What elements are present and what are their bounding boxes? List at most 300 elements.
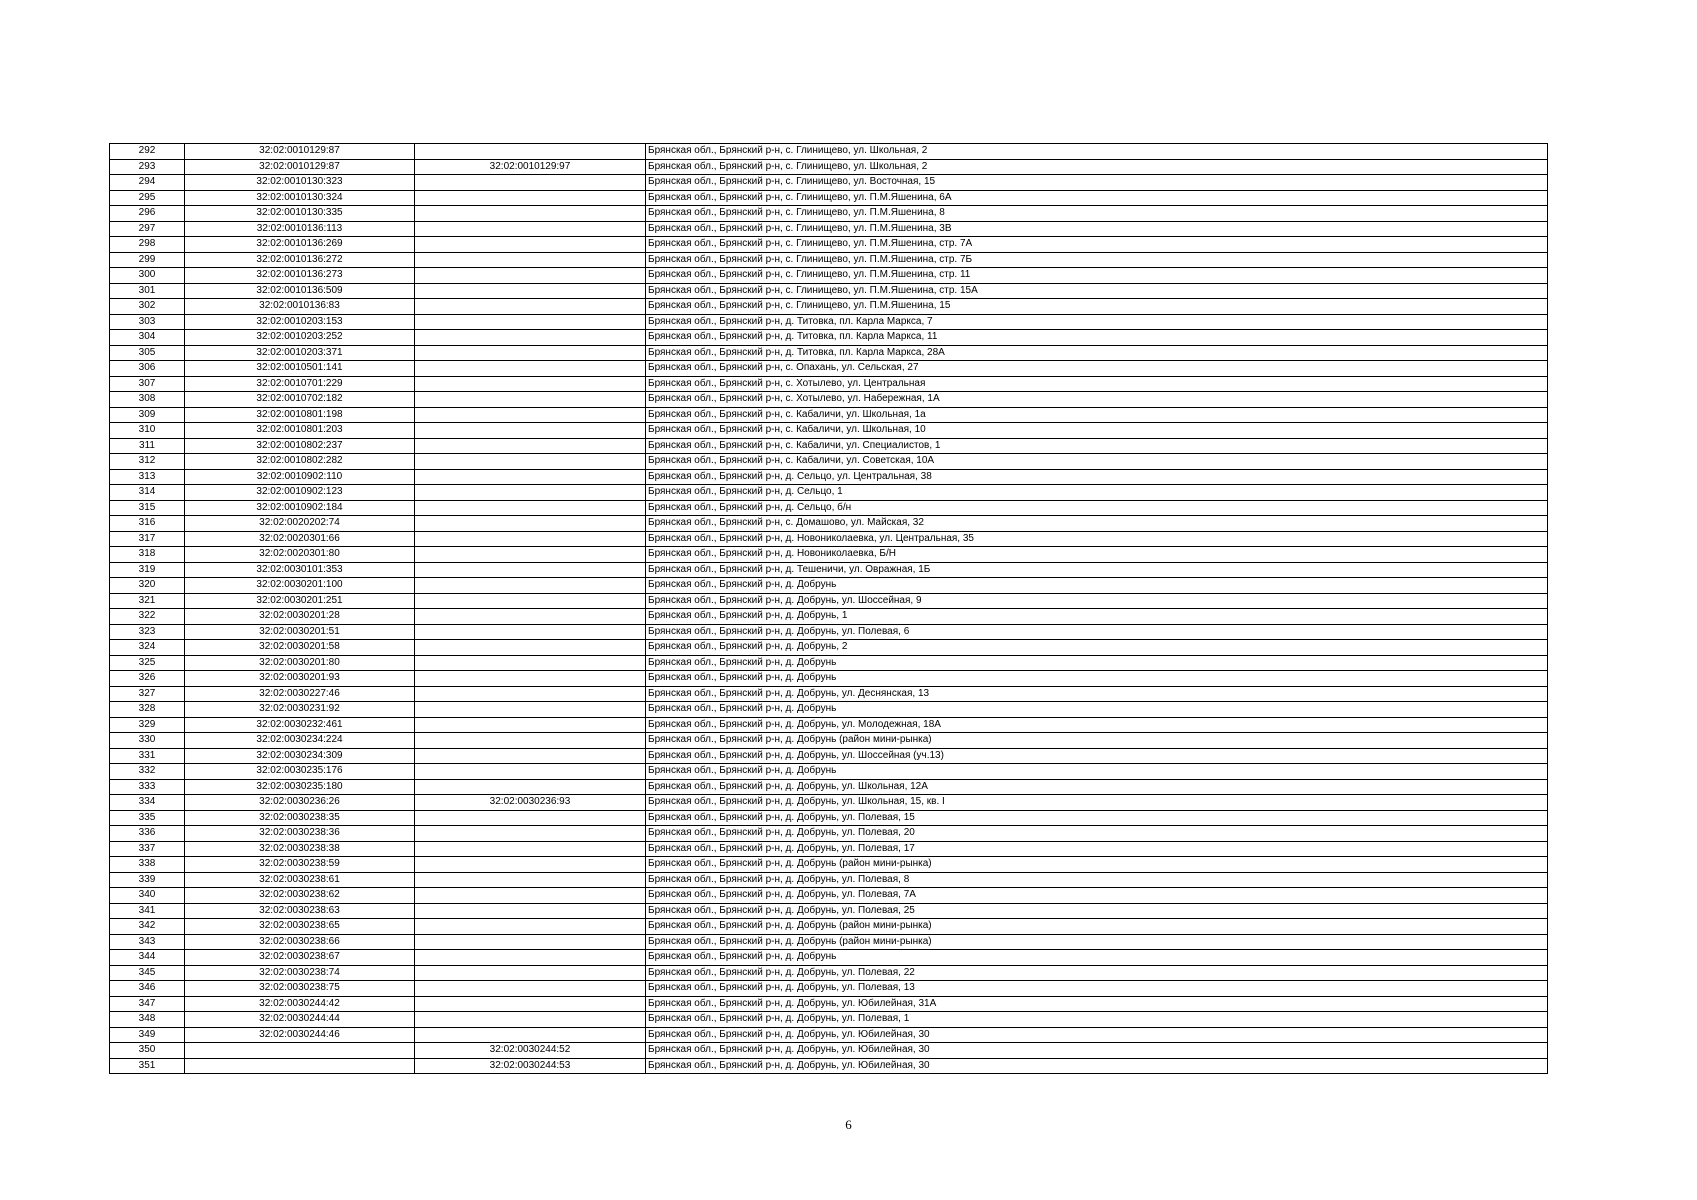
related-cadastral-number-cell bbox=[415, 268, 646, 284]
table-row bbox=[110, 159, 1548, 175]
address-cell: Брянская обл., Брянский р-н, д. Добрунь, ул. Юбилейная, 30 bbox=[646, 1058, 1548, 1074]
address-cell: Брянская обл., Брянский р-н, с. Кабаличи, ул. Специалистов, 1 bbox=[646, 438, 1548, 454]
related-cadastral-number-cell bbox=[415, 764, 646, 780]
cadastral-number-cell: 32:02:0030232:461 bbox=[185, 717, 415, 733]
cadastral-number-cell: 32:02:0010501:141 bbox=[185, 361, 415, 377]
address-cell: Брянская обл., Брянский р-н, д. Титовка, пл. Карла Маркса, 7 bbox=[646, 314, 1548, 330]
table-row bbox=[110, 175, 1548, 191]
address-cell: Брянская обл., Брянский р-н, д. Добрунь, ул. Полевая, 17 bbox=[646, 841, 1548, 857]
cadastral-number-cell: 32:02:0030238:36 bbox=[185, 826, 415, 842]
row-number-cell: 344 bbox=[110, 950, 185, 966]
address-cell: Брянская обл., Брянский р-н, д. Добрунь, ул. Школьная, 15, кв. I bbox=[646, 795, 1548, 811]
cadastral-number-cell: 32:02:0030234:309 bbox=[185, 748, 415, 764]
table-row bbox=[110, 237, 1548, 253]
cadastral-number-cell: 32:02:0030238:65 bbox=[185, 919, 415, 935]
cadastral-number-cell: 32:02:0030235:180 bbox=[185, 779, 415, 795]
related-cadastral-number-cell bbox=[415, 1027, 646, 1043]
row-number-cell: 327 bbox=[110, 686, 185, 702]
row-number-cell: 336 bbox=[110, 826, 185, 842]
related-cadastral-number-cell bbox=[415, 857, 646, 873]
cadastral-number-cell: 32:02:0010802:237 bbox=[185, 438, 415, 454]
cadastral-number-cell: 32:02:0030244:46 bbox=[185, 1027, 415, 1043]
row-number-cell: 346 bbox=[110, 981, 185, 997]
table-row bbox=[110, 609, 1548, 625]
cadastral-number-cell: 32:02:0030238:35 bbox=[185, 810, 415, 826]
row-number-cell: 314 bbox=[110, 485, 185, 501]
cadastral-number-cell: 32:02:0010802:282 bbox=[185, 454, 415, 470]
related-cadastral-number-cell bbox=[415, 407, 646, 423]
related-cadastral-number-cell bbox=[415, 733, 646, 749]
address-cell: Брянская обл., Брянский р-н, д. Добрунь (район мини-рынка) bbox=[646, 934, 1548, 950]
row-number-cell: 324 bbox=[110, 640, 185, 656]
cadastral-number-cell: 32:02:0020301:80 bbox=[185, 547, 415, 563]
related-cadastral-number-cell bbox=[415, 810, 646, 826]
cadastral-number-cell: 32:02:0030201:93 bbox=[185, 671, 415, 687]
row-number-cell: 321 bbox=[110, 593, 185, 609]
cadastral-number-cell: 32:02:0010902:123 bbox=[185, 485, 415, 501]
row-number-cell: 341 bbox=[110, 903, 185, 919]
related-cadastral-number-cell bbox=[415, 469, 646, 485]
row-number-cell: 334 bbox=[110, 795, 185, 811]
cadastral-number-cell: 32:02:0010203:252 bbox=[185, 330, 415, 346]
table-row bbox=[110, 934, 1548, 950]
related-cadastral-number-cell bbox=[415, 299, 646, 315]
row-number-cell: 349 bbox=[110, 1027, 185, 1043]
related-cadastral-number-cell bbox=[415, 438, 646, 454]
row-number-cell: 297 bbox=[110, 221, 185, 237]
related-cadastral-number-cell bbox=[415, 965, 646, 981]
cadastral-number-cell: 32:02:0030201:28 bbox=[185, 609, 415, 625]
table-row bbox=[110, 702, 1548, 718]
row-number-cell: 332 bbox=[110, 764, 185, 780]
address-cell: Брянская обл., Брянский р-н, с. Глинищево, ул. П.М.Яшенина, стр. 7А bbox=[646, 237, 1548, 253]
cadastral-number-cell: 32:02:0030236:26 bbox=[185, 795, 415, 811]
table-row bbox=[110, 686, 1548, 702]
row-number-cell: 329 bbox=[110, 717, 185, 733]
address-cell: Брянская обл., Брянский р-н, д. Добрунь, ул. Полевая, 25 bbox=[646, 903, 1548, 919]
address-cell: Брянская обл., Брянский р-н, д. Добрунь, ул. Полевая, 20 bbox=[646, 826, 1548, 842]
address-cell: Брянская обл., Брянский р-н, д. Титовка, пл. Карла Маркса, 11 bbox=[646, 330, 1548, 346]
table-row bbox=[110, 252, 1548, 268]
row-number-cell: 350 bbox=[110, 1043, 185, 1059]
related-cadastral-number-cell bbox=[415, 593, 646, 609]
row-number-cell: 322 bbox=[110, 609, 185, 625]
cadastral-number-cell: 32:02:0010801:203 bbox=[185, 423, 415, 439]
address-cell: Брянская обл., Брянский р-н, с. Домашово, ул. Майская, 32 bbox=[646, 516, 1548, 532]
address-cell: Брянская обл., Брянский р-н, д. Добрунь bbox=[646, 671, 1548, 687]
related-cadastral-number-cell bbox=[415, 934, 646, 950]
address-cell: Брянская обл., Брянский р-н, с. Глинищево, ул. П.М.Яшенина, стр. 11 bbox=[646, 268, 1548, 284]
row-number-cell: 316 bbox=[110, 516, 185, 532]
related-cadastral-number-cell bbox=[415, 888, 646, 904]
cadastral-number-cell: 32:02:0030101:353 bbox=[185, 562, 415, 578]
cadastral-number-cell: 32:02:0010203:153 bbox=[185, 314, 415, 330]
table-row bbox=[110, 1058, 1548, 1074]
cadastral-table bbox=[109, 143, 1548, 1074]
table-row bbox=[110, 919, 1548, 935]
row-number-cell: 315 bbox=[110, 500, 185, 516]
row-number-cell: 299 bbox=[110, 252, 185, 268]
row-number-cell: 347 bbox=[110, 996, 185, 1012]
row-number-cell: 310 bbox=[110, 423, 185, 439]
related-cadastral-number-cell bbox=[415, 779, 646, 795]
cadastral-number-cell: 32:02:0020301:66 bbox=[185, 531, 415, 547]
row-number-cell: 339 bbox=[110, 872, 185, 888]
related-cadastral-number-cell: 32:02:0030244:52 bbox=[415, 1043, 646, 1059]
table-row bbox=[110, 268, 1548, 284]
row-number-cell: 345 bbox=[110, 965, 185, 981]
cadastral-number-cell: 32:02:0010129:87 bbox=[185, 159, 415, 175]
cadastral-number-cell: 32:02:0030238:67 bbox=[185, 950, 415, 966]
address-cell: Брянская обл., Брянский р-н, д. Добрунь bbox=[646, 655, 1548, 671]
address-cell: Брянская обл., Брянский р-н, с. Глинищево, ул. П.М.Яшенина, 8 bbox=[646, 206, 1548, 222]
cadastral-number-cell: 32:02:0030227:46 bbox=[185, 686, 415, 702]
cadastral-number-cell: 32:02:0030238:59 bbox=[185, 857, 415, 873]
row-number-cell: 331 bbox=[110, 748, 185, 764]
row-number-cell: 303 bbox=[110, 314, 185, 330]
row-number-cell: 301 bbox=[110, 283, 185, 299]
row-number-cell: 338 bbox=[110, 857, 185, 873]
table-row bbox=[110, 423, 1548, 439]
row-number-cell: 348 bbox=[110, 1012, 185, 1028]
row-number-cell: 293 bbox=[110, 159, 185, 175]
row-number-cell: 295 bbox=[110, 190, 185, 206]
table-row bbox=[110, 640, 1548, 656]
related-cadastral-number-cell bbox=[415, 330, 646, 346]
related-cadastral-number-cell bbox=[415, 624, 646, 640]
related-cadastral-number-cell bbox=[415, 392, 646, 408]
related-cadastral-number-cell bbox=[415, 547, 646, 563]
row-number-cell: 292 bbox=[110, 144, 185, 160]
table-row bbox=[110, 283, 1548, 299]
address-cell: Брянская обл., Брянский р-н, д. Добрунь, ул. Юбилейная, 31А bbox=[646, 996, 1548, 1012]
table-row bbox=[110, 779, 1548, 795]
address-cell: Брянская обл., Брянский р-н, с. Кабаличи, ул. Школьная, 1а bbox=[646, 407, 1548, 423]
table-row bbox=[110, 903, 1548, 919]
table-row bbox=[110, 516, 1548, 532]
related-cadastral-number-cell bbox=[415, 531, 646, 547]
row-number-cell: 326 bbox=[110, 671, 185, 687]
table-row bbox=[110, 454, 1548, 470]
table-row bbox=[110, 1012, 1548, 1028]
table-row bbox=[110, 764, 1548, 780]
table-row bbox=[110, 624, 1548, 640]
table-row bbox=[110, 485, 1548, 501]
related-cadastral-number-cell bbox=[415, 345, 646, 361]
address-cell: Брянская обл., Брянский р-н, с. Глинищево, ул. Школьная, 2 bbox=[646, 159, 1548, 175]
cadastral-number-cell: 32:02:0010130:323 bbox=[185, 175, 415, 191]
table-row bbox=[110, 206, 1548, 222]
table-row bbox=[110, 376, 1548, 392]
related-cadastral-number-cell bbox=[415, 717, 646, 733]
related-cadastral-number-cell bbox=[415, 190, 646, 206]
table-row bbox=[110, 795, 1548, 811]
related-cadastral-number-cell bbox=[415, 826, 646, 842]
table-row bbox=[110, 841, 1548, 857]
cadastral-number-cell: 32:02:0010129:87 bbox=[185, 144, 415, 160]
cadastral-number-cell: 32:02:0030235:176 bbox=[185, 764, 415, 780]
related-cadastral-number-cell bbox=[415, 702, 646, 718]
address-cell: Брянская обл., Брянский р-н, д. Добрунь (район мини-рынка) bbox=[646, 919, 1548, 935]
row-number-cell: 296 bbox=[110, 206, 185, 222]
row-number-cell: 317 bbox=[110, 531, 185, 547]
cadastral-number-cell bbox=[185, 1043, 415, 1059]
cadastral-number-cell: 32:02:0030244:44 bbox=[185, 1012, 415, 1028]
table-row bbox=[110, 314, 1548, 330]
related-cadastral-number-cell: 32:02:0030236:93 bbox=[415, 795, 646, 811]
address-cell: Брянская обл., Брянский р-н, с. Глинищево, ул. Восточная, 15 bbox=[646, 175, 1548, 191]
table-row bbox=[110, 593, 1548, 609]
related-cadastral-number-cell bbox=[415, 454, 646, 470]
related-cadastral-number-cell bbox=[415, 144, 646, 160]
table-row bbox=[110, 407, 1548, 423]
row-number-cell: 307 bbox=[110, 376, 185, 392]
address-cell: Брянская обл., Брянский р-н, д. Добрунь, ул. Шоссейная, 9 bbox=[646, 593, 1548, 609]
address-cell: Брянская обл., Брянский р-н, д. Добрунь bbox=[646, 764, 1548, 780]
address-cell: Брянская обл., Брянский р-н, с. Глинищево, ул. П.М.Яшенина, стр. 15А bbox=[646, 283, 1548, 299]
related-cadastral-number-cell bbox=[415, 376, 646, 392]
address-cell: Брянская обл., Брянский р-н, д. Добрунь bbox=[646, 578, 1548, 594]
address-cell: Брянская обл., Брянский р-н, д. Тешеничи, ул. Овражная, 1Б bbox=[646, 562, 1548, 578]
row-number-cell: 313 bbox=[110, 469, 185, 485]
row-number-cell: 320 bbox=[110, 578, 185, 594]
address-cell: Брянская обл., Брянский р-н, с. Глинищево, ул. П.М.Яшенина, 3В bbox=[646, 221, 1548, 237]
address-cell: Брянская обл., Брянский р-н, с. Кабаличи, ул. Школьная, 10 bbox=[646, 423, 1548, 439]
address-cell: Брянская обл., Брянский р-н, д. Титовка, пл. Карла Маркса, 28А bbox=[646, 345, 1548, 361]
table-row bbox=[110, 578, 1548, 594]
cadastral-number-cell: 32:02:0030238:63 bbox=[185, 903, 415, 919]
row-number-cell: 304 bbox=[110, 330, 185, 346]
row-number-cell: 351 bbox=[110, 1058, 185, 1074]
row-number-cell: 337 bbox=[110, 841, 185, 857]
address-cell: Брянская обл., Брянский р-н, д. Добрунь, 1 bbox=[646, 609, 1548, 625]
address-cell: Брянская обл., Брянский р-н, д. Добрунь, 2 bbox=[646, 640, 1548, 656]
table-row bbox=[110, 299, 1548, 315]
table-row bbox=[110, 547, 1548, 563]
related-cadastral-number-cell: 32:02:0010129:97 bbox=[415, 159, 646, 175]
cadastral-number-cell: 32:02:0030238:75 bbox=[185, 981, 415, 997]
row-number-cell: 306 bbox=[110, 361, 185, 377]
table-row bbox=[110, 361, 1548, 377]
address-cell: Брянская обл., Брянский р-н, д. Добрунь, ул. Полевая, 22 bbox=[646, 965, 1548, 981]
table-row bbox=[110, 826, 1548, 842]
related-cadastral-number-cell bbox=[415, 206, 646, 222]
table-row bbox=[110, 531, 1548, 547]
cadastral-number-cell: 32:02:0030238:38 bbox=[185, 841, 415, 857]
cadastral-number-cell: 32:02:0030234:224 bbox=[185, 733, 415, 749]
address-cell: Брянская обл., Брянский р-н, д. Добрунь, ул. Полевая, 6 bbox=[646, 624, 1548, 640]
address-cell: Брянская обл., Брянский р-н, с. Глинищево, ул. П.М.Яшенина, стр. 7Б bbox=[646, 252, 1548, 268]
related-cadastral-number-cell bbox=[415, 903, 646, 919]
address-cell: Брянская обл., Брянский р-н, с. Хотылево, ул. Центральная bbox=[646, 376, 1548, 392]
table-row bbox=[110, 438, 1548, 454]
related-cadastral-number-cell bbox=[415, 516, 646, 532]
row-number-cell: 298 bbox=[110, 237, 185, 253]
table-row bbox=[110, 733, 1548, 749]
address-cell: Брянская обл., Брянский р-н, д. Добрунь, ул. Молодежная, 18А bbox=[646, 717, 1548, 733]
table-row bbox=[110, 717, 1548, 733]
address-cell: Брянская обл., Брянский р-н, д. Добрунь bbox=[646, 702, 1548, 718]
row-number-cell: 308 bbox=[110, 392, 185, 408]
table-row bbox=[110, 144, 1548, 160]
row-number-cell: 305 bbox=[110, 345, 185, 361]
cadastral-number-cell: 32:02:0010701:229 bbox=[185, 376, 415, 392]
table-row bbox=[110, 469, 1548, 485]
address-cell: Брянская обл., Брянский р-н, д. Добрунь, ул. Юбилейная, 30 bbox=[646, 1027, 1548, 1043]
row-number-cell: 323 bbox=[110, 624, 185, 640]
cadastral-number-cell: 32:02:0010136:272 bbox=[185, 252, 415, 268]
related-cadastral-number-cell bbox=[415, 1012, 646, 1028]
address-cell: Брянская обл., Брянский р-н, д. Добрунь, ул. Школьная, 12А bbox=[646, 779, 1548, 795]
address-cell: Брянская обл., Брянский р-н, с. Кабаличи, ул. Советская, 10А bbox=[646, 454, 1548, 470]
related-cadastral-number-cell: 32:02:0030244:53 bbox=[415, 1058, 646, 1074]
row-number-cell: 302 bbox=[110, 299, 185, 315]
cadastral-number-cell: 32:02:0010136:113 bbox=[185, 221, 415, 237]
table-row bbox=[110, 888, 1548, 904]
cadastral-number-cell: 32:02:0030201:51 bbox=[185, 624, 415, 640]
related-cadastral-number-cell bbox=[415, 361, 646, 377]
cadastral-number-cell bbox=[185, 1058, 415, 1074]
related-cadastral-number-cell bbox=[415, 655, 646, 671]
row-number-cell: 335 bbox=[110, 810, 185, 826]
cadastral-number-cell: 32:02:0030244:42 bbox=[185, 996, 415, 1012]
related-cadastral-number-cell bbox=[415, 748, 646, 764]
cadastral-number-cell: 32:02:0030201:251 bbox=[185, 593, 415, 609]
row-number-cell: 318 bbox=[110, 547, 185, 563]
cadastral-number-cell: 32:02:0010902:110 bbox=[185, 469, 415, 485]
table-row bbox=[110, 392, 1548, 408]
cadastral-number-cell: 32:02:0010136:273 bbox=[185, 268, 415, 284]
table-row bbox=[110, 345, 1548, 361]
related-cadastral-number-cell bbox=[415, 578, 646, 594]
related-cadastral-number-cell bbox=[415, 609, 646, 625]
table-row bbox=[110, 671, 1548, 687]
row-number-cell: 330 bbox=[110, 733, 185, 749]
related-cadastral-number-cell bbox=[415, 283, 646, 299]
related-cadastral-number-cell bbox=[415, 314, 646, 330]
related-cadastral-number-cell bbox=[415, 221, 646, 237]
related-cadastral-number-cell bbox=[415, 872, 646, 888]
table-row bbox=[110, 748, 1548, 764]
address-cell: Брянская обл., Брянский р-н, д. Добрунь (район мини-рынка) bbox=[646, 733, 1548, 749]
cadastral-number-cell: 32:02:0030238:61 bbox=[185, 872, 415, 888]
table-row bbox=[110, 562, 1548, 578]
table-body bbox=[110, 144, 1548, 1074]
cadastral-number-cell: 32:02:0010801:198 bbox=[185, 407, 415, 423]
table-row bbox=[110, 1027, 1548, 1043]
cadastral-number-cell: 32:02:0030201:80 bbox=[185, 655, 415, 671]
address-cell: Брянская обл., Брянский р-н, д. Сельцо, б/н bbox=[646, 500, 1548, 516]
address-cell: Брянская обл., Брянский р-н, д. Добрунь (район мини-рынка) bbox=[646, 857, 1548, 873]
row-number-cell: 311 bbox=[110, 438, 185, 454]
address-cell: Брянская обл., Брянский р-н, д. Добрунь, ул. Полевая, 8 bbox=[646, 872, 1548, 888]
address-cell: Брянская обл., Брянский р-н, д. Сельцо, 1 bbox=[646, 485, 1548, 501]
row-number-cell: 342 bbox=[110, 919, 185, 935]
cadastral-number-cell: 32:02:0010136:509 bbox=[185, 283, 415, 299]
address-cell: Брянская обл., Брянский р-н, д. Добрунь, ул. Полевая, 7А bbox=[646, 888, 1548, 904]
related-cadastral-number-cell bbox=[415, 562, 646, 578]
cadastral-number-cell: 32:02:0020202:74 bbox=[185, 516, 415, 532]
related-cadastral-number-cell bbox=[415, 996, 646, 1012]
address-cell: Брянская обл., Брянский р-н, с. Опахань, ул. Сельская, 27 bbox=[646, 361, 1548, 377]
cadastral-number-cell: 32:02:0030238:66 bbox=[185, 934, 415, 950]
related-cadastral-number-cell bbox=[415, 485, 646, 501]
table-row bbox=[110, 190, 1548, 206]
cadastral-number-cell: 32:02:0010136:269 bbox=[185, 237, 415, 253]
row-number-cell: 319 bbox=[110, 562, 185, 578]
table-row bbox=[110, 810, 1548, 826]
table-row bbox=[110, 857, 1548, 873]
cadastral-number-cell: 32:02:0010136:83 bbox=[185, 299, 415, 315]
cadastral-number-cell: 32:02:0010702:182 bbox=[185, 392, 415, 408]
table-row bbox=[110, 500, 1548, 516]
cadastral-number-cell: 32:02:0030231:92 bbox=[185, 702, 415, 718]
related-cadastral-number-cell bbox=[415, 950, 646, 966]
related-cadastral-number-cell bbox=[415, 919, 646, 935]
cadastral-number-cell: 32:02:0030201:100 bbox=[185, 578, 415, 594]
table-row bbox=[110, 655, 1548, 671]
row-number-cell: 312 bbox=[110, 454, 185, 470]
address-cell: Брянская обл., Брянский р-н, д. Добрунь, ул. Полевая, 15 bbox=[646, 810, 1548, 826]
table-row bbox=[110, 996, 1548, 1012]
related-cadastral-number-cell bbox=[415, 423, 646, 439]
related-cadastral-number-cell bbox=[415, 252, 646, 268]
row-number-cell: 294 bbox=[110, 175, 185, 191]
related-cadastral-number-cell bbox=[415, 981, 646, 997]
address-cell: Брянская обл., Брянский р-н, с. Глинищево, ул. Школьная, 2 bbox=[646, 144, 1548, 160]
row-number-cell: 333 bbox=[110, 779, 185, 795]
address-cell: Брянская обл., Брянский р-н, д. Новониколаевка, Б/Н bbox=[646, 547, 1548, 563]
table-row bbox=[110, 965, 1548, 981]
row-number-cell: 300 bbox=[110, 268, 185, 284]
related-cadastral-number-cell bbox=[415, 175, 646, 191]
table-row bbox=[110, 872, 1548, 888]
table-row bbox=[110, 330, 1548, 346]
related-cadastral-number-cell bbox=[415, 237, 646, 253]
cadastral-number-cell: 32:02:0030238:62 bbox=[185, 888, 415, 904]
related-cadastral-number-cell bbox=[415, 500, 646, 516]
address-cell: Брянская обл., Брянский р-н, с. Хотылево, ул. Набережная, 1А bbox=[646, 392, 1548, 408]
address-cell: Брянская обл., Брянский р-н, д. Добрунь, ул. Шоссейная (уч.13) bbox=[646, 748, 1548, 764]
table-row bbox=[110, 1043, 1548, 1059]
address-cell: Брянская обл., Брянский р-н, д. Добрунь, ул. Деснянская, 13 bbox=[646, 686, 1548, 702]
row-number-cell: 325 bbox=[110, 655, 185, 671]
related-cadastral-number-cell bbox=[415, 671, 646, 687]
row-number-cell: 343 bbox=[110, 934, 185, 950]
cadastral-number-cell: 32:02:0010130:335 bbox=[185, 206, 415, 222]
row-number-cell: 328 bbox=[110, 702, 185, 718]
related-cadastral-number-cell bbox=[415, 640, 646, 656]
address-cell: Брянская обл., Брянский р-н, д. Добрунь bbox=[646, 950, 1548, 966]
address-cell: Брянская обл., Брянский р-н, д. Добрунь, ул. Юбилейная, 30 bbox=[646, 1043, 1548, 1059]
table-row bbox=[110, 221, 1548, 237]
page-number: 6 bbox=[845, 1117, 852, 1132]
related-cadastral-number-cell bbox=[415, 686, 646, 702]
address-cell: Брянская обл., Брянский р-н, д. Добрунь, ул. Полевая, 1 bbox=[646, 1012, 1548, 1028]
cadastral-number-cell: 32:02:0030201:58 bbox=[185, 640, 415, 656]
address-cell: Брянская обл., Брянский р-н, с. Глинищево, ул. П.М.Яшенина, 6А bbox=[646, 190, 1548, 206]
address-cell: Брянская обл., Брянский р-н, д. Сельцо, ул. Центральная, 38 bbox=[646, 469, 1548, 485]
related-cadastral-number-cell bbox=[415, 841, 646, 857]
address-cell: Брянская обл., Брянский р-н, д. Добрунь, ул. Полевая, 13 bbox=[646, 981, 1548, 997]
table-row bbox=[110, 981, 1548, 997]
row-number-cell: 309 bbox=[110, 407, 185, 423]
cadastral-number-cell: 32:02:0010902:184 bbox=[185, 500, 415, 516]
table-row bbox=[110, 950, 1548, 966]
address-cell: Брянская обл., Брянский р-н, д. Новониколаевка, ул. Центральная, 35 bbox=[646, 531, 1548, 547]
cadastral-number-cell: 32:02:0030238:74 bbox=[185, 965, 415, 981]
address-cell: Брянская обл., Брянский р-н, с. Глинищево, ул. П.М.Яшенина, 15 bbox=[646, 299, 1548, 315]
